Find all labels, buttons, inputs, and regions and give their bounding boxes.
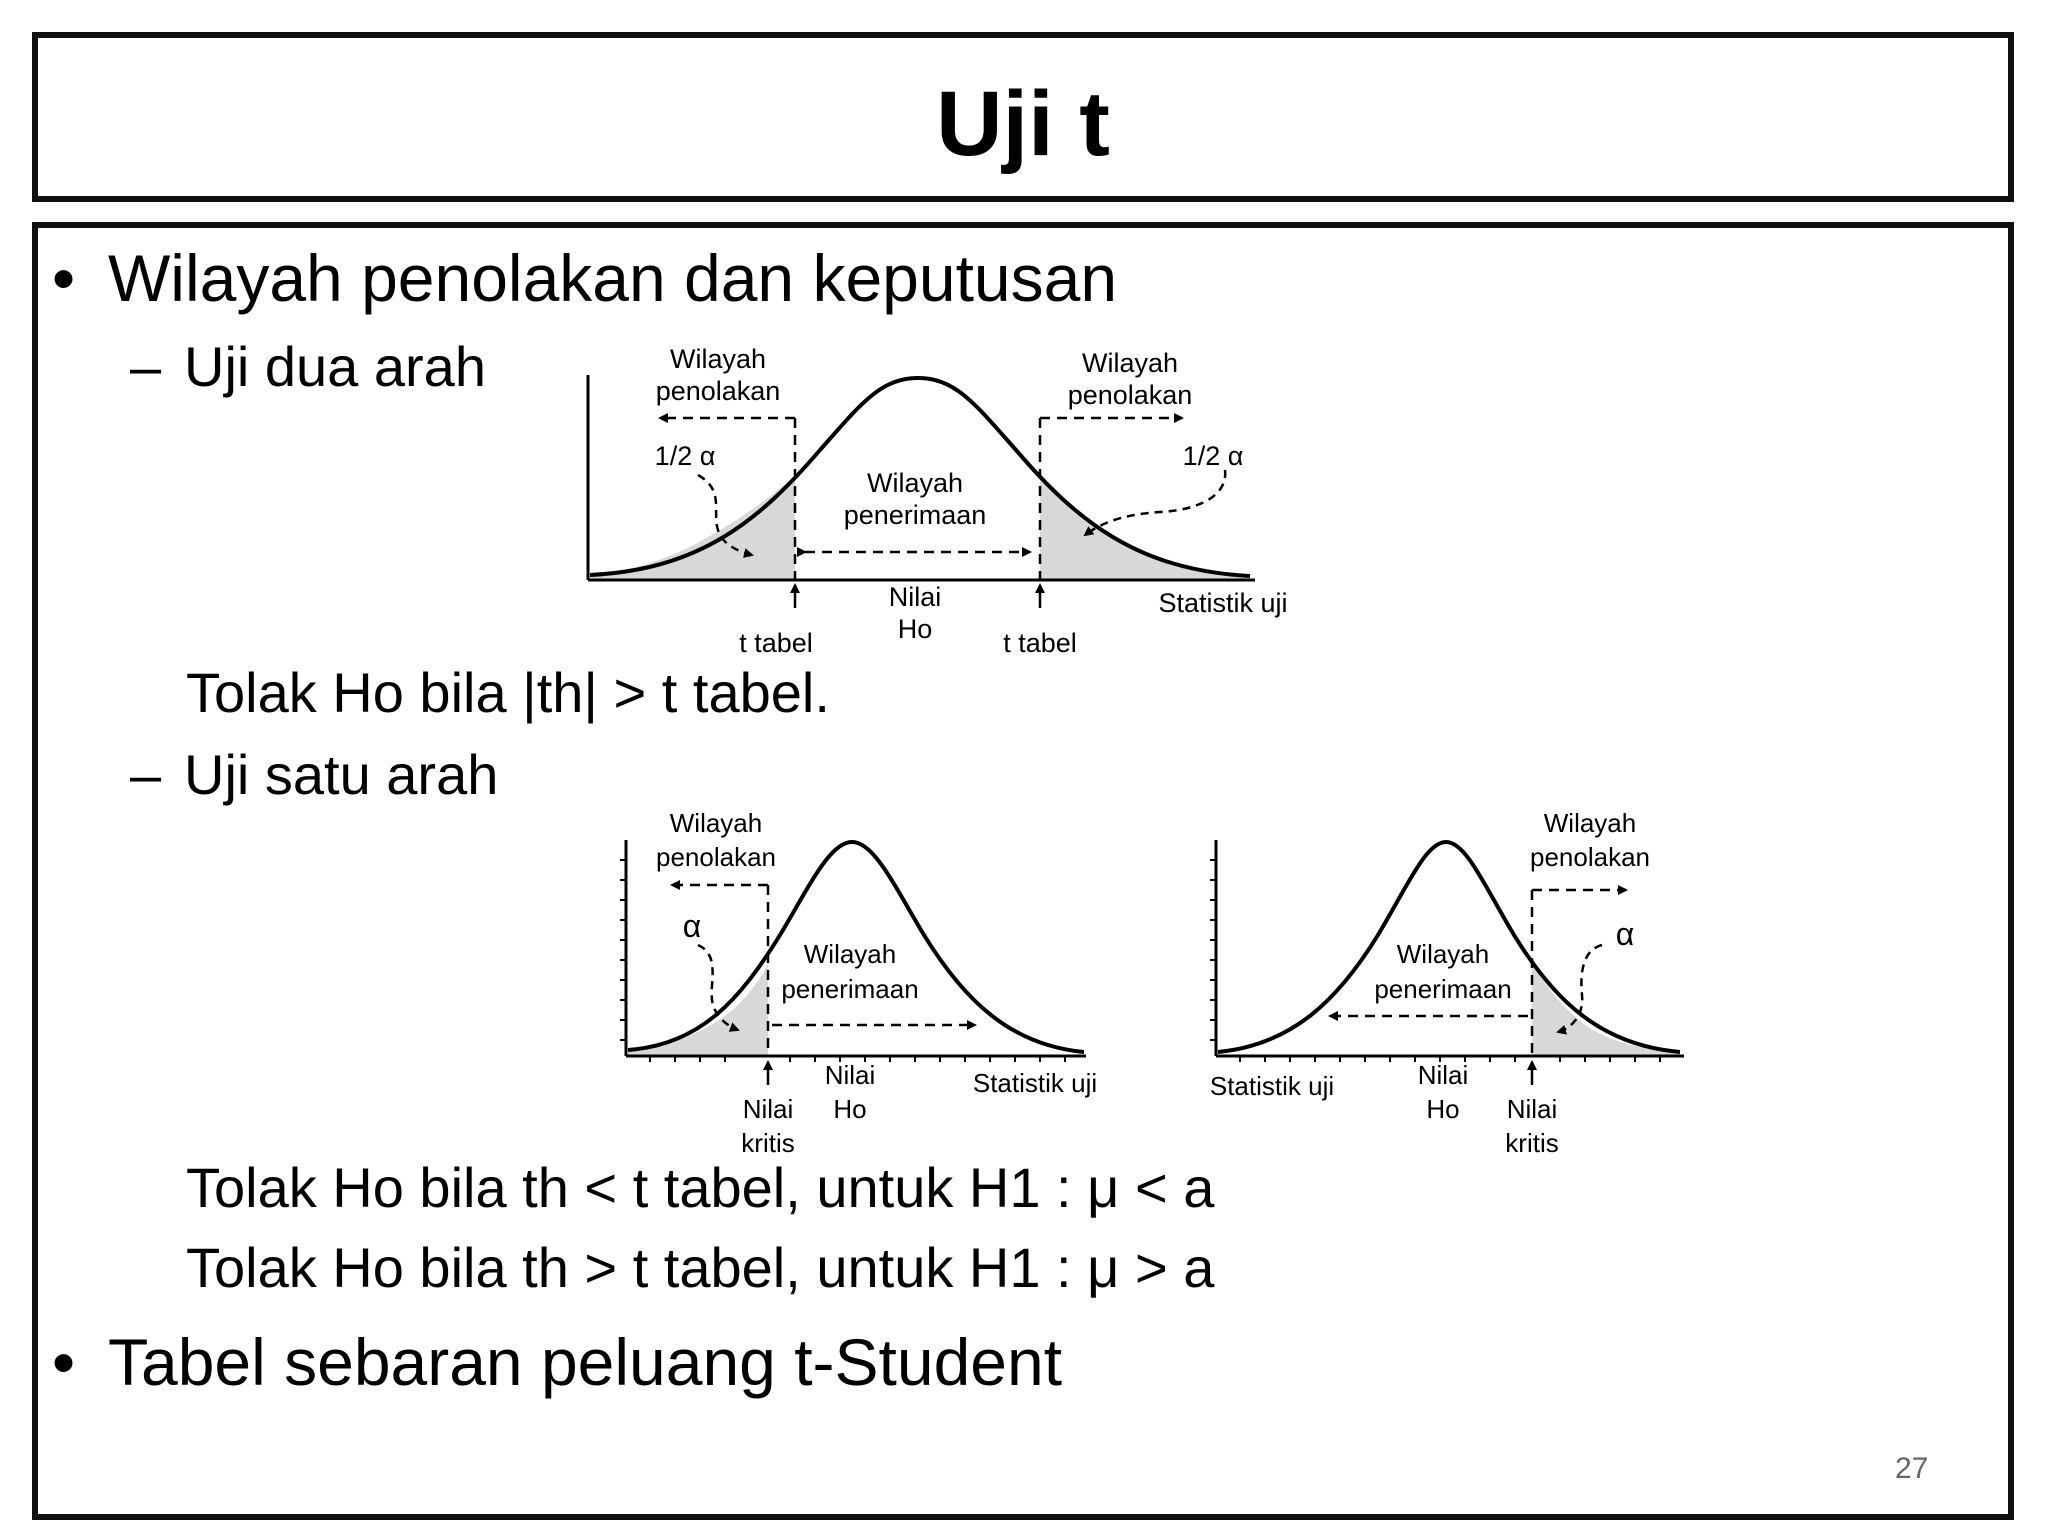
sub-two-tail: Uji dua arah	[184, 335, 486, 398]
reject-right-label-1: Wilayah	[1081, 348, 1179, 378]
rule-upper: Tolak Ho bila th > t tabel, untuk H1 : μ > a	[186, 1236, 1215, 1299]
axis-label: Statistik uji	[1158, 588, 1288, 618]
lower-accept-label-1: Wilayah	[803, 939, 897, 969]
upper-axis-label: Statistik uji	[1209, 1071, 1335, 1101]
page-number: 27	[1895, 1452, 1929, 1485]
upper-reject-label-2: penolakan	[1530, 842, 1650, 872]
reject-right-label-2: penolakan	[1067, 380, 1193, 410]
bullet-dot-1: •	[52, 241, 76, 315]
accept-label-2: penerimaan	[843, 500, 987, 530]
bullet-dot-2: •	[52, 1325, 76, 1399]
lower-crit-label-1: Nilai	[742, 1094, 794, 1124]
title-box	[32, 32, 2014, 202]
lower-null-label-2: Ho	[833, 1094, 867, 1124]
rule-lower: Tolak Ho bila th < t tabel, untuk H1 : μ < a	[186, 1156, 1215, 1219]
dash-2: –	[130, 743, 162, 806]
upper-accept-label-1: Wilayah	[1396, 939, 1490, 969]
slide-title: Uji t	[936, 73, 1110, 175]
lower-alpha-label: α	[682, 908, 702, 944]
accept-label-1: Wilayah	[866, 468, 964, 498]
upper-alpha-label: α	[1615, 916, 1635, 952]
bullet-text-1: Wilayah penolakan dan keputusan	[108, 241, 1118, 315]
alpha-right-label: 1/2 α	[1182, 441, 1244, 471]
lower-null-label-1: Nilai	[824, 1060, 876, 1090]
dash-1: –	[130, 335, 162, 398]
lower-crit-label-2: kritis	[741, 1128, 795, 1158]
bullet-text-2: Tabel sebaran peluang t-Student	[108, 1325, 1063, 1399]
alpha-left-label: 1/2 α	[654, 441, 716, 471]
upper-reject-label-1: Wilayah	[1543, 808, 1637, 838]
upper-crit-label-1: Nilai	[1506, 1094, 1558, 1124]
upper-null-label-1: Nilai	[1417, 1060, 1469, 1090]
null-label-1: Nilai	[888, 582, 942, 612]
crit-left-label: t tabel	[739, 628, 813, 658]
lower-reject-label-1: Wilayah	[669, 808, 763, 838]
lower-reject-label-2: penolakan	[656, 842, 776, 872]
upper-accept-label-2: penerimaan	[1374, 974, 1512, 1004]
crit-right-label: t tabel	[1003, 628, 1077, 658]
rule-two-tail: Tolak Ho bila |th| > t tabel.	[186, 661, 830, 724]
upper-crit-label-2: kritis	[1505, 1128, 1559, 1158]
lower-accept-label-2: penerimaan	[781, 974, 919, 1004]
reject-left-label-2: penolakan	[655, 376, 781, 406]
null-label-2: Ho	[897, 614, 933, 644]
lower-axis-label: Statistik uji	[972, 1068, 1098, 1098]
reject-left-label-1: Wilayah	[669, 344, 767, 374]
upper-null-label-2: Ho	[1426, 1094, 1460, 1124]
sub-one-tail: Uji satu arah	[184, 743, 499, 806]
